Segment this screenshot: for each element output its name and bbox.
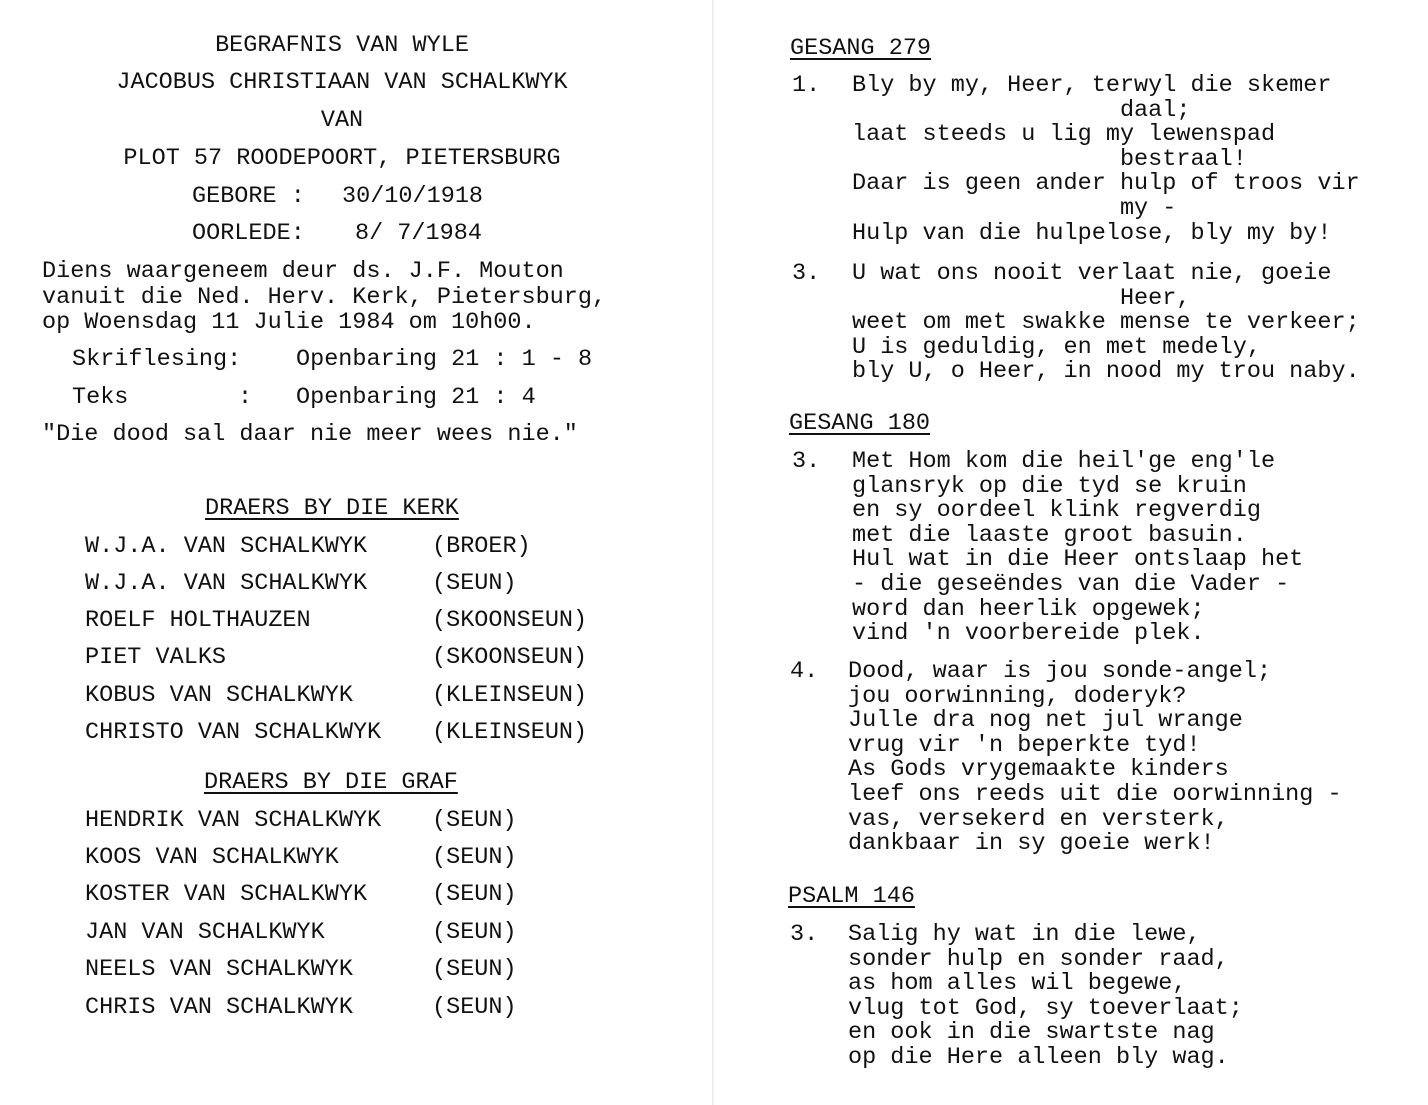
bearer-relation: (SEUN) xyxy=(432,807,517,834)
verse-line: word dan heerlik opgewek; xyxy=(852,595,1205,623)
verse-text xyxy=(852,74,1360,246)
reading-value: Openbaring 21 : 1 - 8 xyxy=(296,346,593,373)
verse-line: Salig hy wat in die lewe, xyxy=(848,921,1201,948)
verse-line: op die Here alleen bly wag. xyxy=(848,1043,1229,1071)
bearer-name: JAN VAN SCHALKWYK xyxy=(85,919,325,946)
bearer-name: HENDRIK VAN SCHALKWYK xyxy=(85,807,382,834)
verse-line: laat steeds u lig my lewenspad xyxy=(852,121,1276,149)
verse-line: en ook in die swartste nag xyxy=(848,1019,1215,1047)
verse-line: leef ons reeds uit die oorwinning - xyxy=(848,780,1342,808)
grave-bearers-title: DRAERS BY DIE GRAF xyxy=(204,769,458,796)
service-line: op Woensdag 11 Julie 1984 om 10h00. xyxy=(42,309,536,336)
verse-line: Dood, waar is jou sonde-angel; xyxy=(848,658,1272,685)
verse-number: 3. xyxy=(792,448,821,475)
verse-line: glansryk op die tyd se kruin xyxy=(852,472,1247,500)
address: PLOT 57 ROODEPOORT, PIETERSBURG xyxy=(123,145,561,172)
bearer-name: PIET VALKS xyxy=(85,644,227,671)
verse-line: vlug tot God, sy toeverlaat; xyxy=(848,994,1243,1022)
bearer-relation: (SEUN) xyxy=(432,570,517,597)
verse-line: Hul wat in die Heer ontslaap het xyxy=(852,546,1304,574)
text-colon: : xyxy=(238,384,253,411)
bearer-name: KOOS VAN SCHALKWYK xyxy=(85,844,339,871)
verse-line: As Gods vrygemaakte kinders xyxy=(848,756,1229,784)
bearer-relation: (SEUN) xyxy=(432,881,517,908)
bearer-relation: (SEUN) xyxy=(432,844,517,871)
verse-line: jou oorwinning, doderyk? xyxy=(848,682,1187,710)
verse-line: daal; xyxy=(852,96,1191,124)
header-line: BEGRAFNIS VAN WYLE xyxy=(215,32,469,59)
verse-line: vrug vir 'n beperkte tyd! xyxy=(848,731,1201,759)
verse-line: vas, versekerd en versterk, xyxy=(848,805,1229,833)
verse-text xyxy=(848,923,1243,1071)
bearer-relation: (SEUN) xyxy=(432,919,517,946)
church-bearers-title: DRAERS BY DIE KERK xyxy=(205,495,459,522)
verse-line: as hom alles wil begewe, xyxy=(848,970,1187,998)
quote: "Die dood sal daar nie meer wees nie." xyxy=(42,421,578,448)
verse-line: dankbaar in sy goeie werk! xyxy=(848,830,1215,858)
bearer-relation: (BROER) xyxy=(432,533,531,560)
verse-number: 4. xyxy=(790,658,819,685)
bearer-name: CHRISTO VAN SCHALKWYK xyxy=(85,719,382,746)
verse-number: 1. xyxy=(792,72,821,99)
verse-line: weet om met swakke mense te verkeer; xyxy=(852,309,1360,337)
died-label: OORLEDE: xyxy=(192,220,305,247)
verse-line: met die laaste groot basuin. xyxy=(852,521,1247,549)
verse-line: my - xyxy=(852,194,1177,222)
verse-line: vind 'n voorbereide plek. xyxy=(852,620,1205,648)
born-label: GEBORE : xyxy=(192,183,305,210)
bearer-relation: (SEUN) xyxy=(432,994,517,1021)
hymn-title: GESANG 279 xyxy=(790,35,932,62)
text-value: Openbaring 21 : 4 xyxy=(296,384,536,411)
verse-line: bestraal! xyxy=(852,145,1247,173)
bearer-relation: (KLEINSEUN) xyxy=(432,682,588,709)
bearer-name: KOBUS VAN SCHALKWYK xyxy=(85,682,353,709)
verse-text xyxy=(848,660,1342,857)
verse-line: Hulp van die hulpelose, bly my by! xyxy=(852,219,1332,247)
bearer-relation: (SKOONSEUN) xyxy=(432,644,588,671)
verse-line: sonder hulp en sonder raad, xyxy=(848,945,1229,973)
died-date: 8/ 7/1984 xyxy=(355,220,482,247)
bearer-relation: (SKOONSEUN) xyxy=(432,607,588,634)
bearer-name: KOSTER VAN SCHALKWYK xyxy=(85,881,368,908)
hymn-title: PSALM 146 xyxy=(788,883,915,910)
service-line: vanuit die Ned. Herv. Kerk, Pietersburg, xyxy=(42,284,607,311)
verse-line: - die geseëndes van die Vader - xyxy=(852,570,1290,598)
verse-line: bly U, o Heer, in nood my trou naby. xyxy=(852,358,1360,386)
verse-line: U is geduldig, en met medely, xyxy=(852,333,1261,361)
bearer-name: W.J.A. VAN SCHALKWYK xyxy=(85,570,368,597)
verse-line: en sy oordeel klink regverdig xyxy=(852,497,1261,525)
bearer-name: NEELS VAN SCHALKWYK xyxy=(85,956,353,983)
header-line: VAN xyxy=(320,107,364,134)
reading-label: Skriflesing: xyxy=(72,346,242,373)
verse-line: Julle dra nog net jul wrange xyxy=(848,707,1243,735)
verse-text xyxy=(852,450,1303,647)
bearer-name: CHRIS VAN SCHALKWYK xyxy=(85,994,353,1021)
verse-number: 3. xyxy=(790,921,819,948)
verse-number: 3. xyxy=(792,260,821,287)
deceased-name: JACOBUS CHRISTIAAN VAN SCHALKWYK xyxy=(116,69,568,96)
verse-line: Heer, xyxy=(852,284,1191,312)
bearer-relation: (SEUN) xyxy=(432,956,517,983)
verse-text xyxy=(852,262,1360,385)
verse-line: Daar is geen ander hulp of troos vir xyxy=(852,170,1360,198)
page-fold xyxy=(712,0,714,1105)
verse-line: Met Hom kom die heil'ge eng'le xyxy=(852,448,1276,475)
text-label: Teks xyxy=(72,384,129,411)
hymn-title: GESANG 180 xyxy=(789,410,931,437)
service-line: Diens waargeneem deur ds. J.F. Mouton xyxy=(42,258,564,285)
verse-line: Bly by my, Heer, terwyl die skemer xyxy=(852,72,1332,99)
bearer-name: ROELF HOLTHAUZEN xyxy=(85,607,311,634)
bearer-name: W.J.A. VAN SCHALKWYK xyxy=(85,533,368,560)
bearer-relation: (KLEINSEUN) xyxy=(432,719,588,746)
verse-line: U wat ons nooit verlaat nie, goeie xyxy=(852,260,1332,287)
born-date: 30/10/1918 xyxy=(342,183,484,210)
